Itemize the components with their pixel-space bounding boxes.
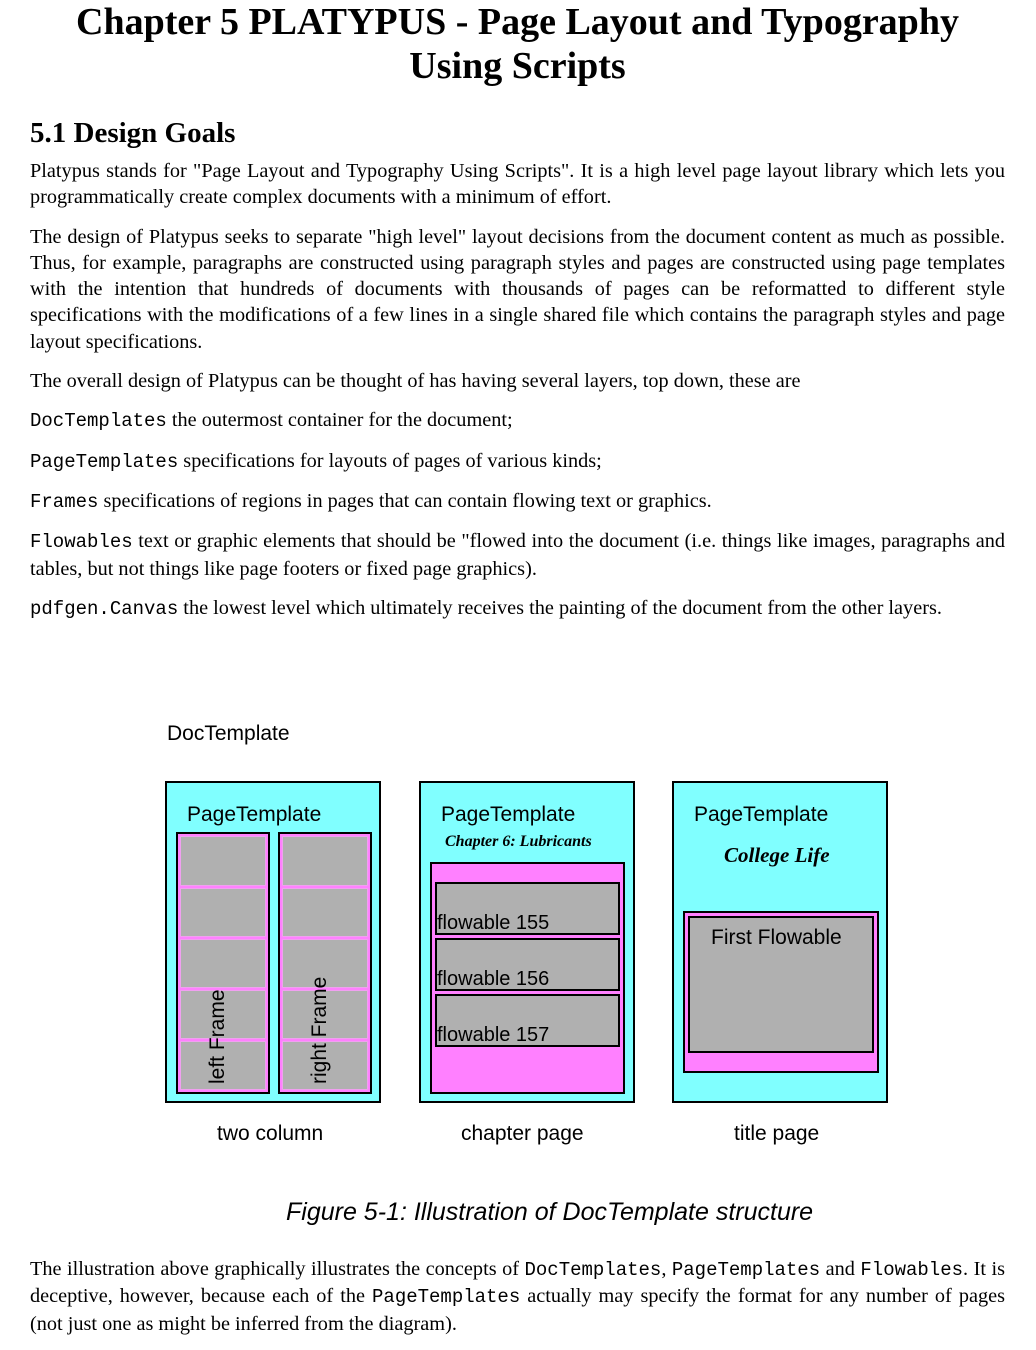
layer-item xyxy=(30,488,1005,515)
page-template-title xyxy=(672,781,888,1103)
page-template-two-column xyxy=(165,781,381,1103)
layer-desc: text or graphic elements that should be "flowed into the document (i.e. things like images, paragraphs and tables, but not things like page footers or fixed page graphics). xyxy=(30,530,1005,580)
code-term: DocTemplates xyxy=(524,1259,662,1281)
flowable-cell xyxy=(180,888,266,937)
flowable-box xyxy=(435,994,620,1047)
right-frame-label: right Frame xyxy=(308,976,331,1084)
layer-desc: specifications of regions in pages that can contain flowing text or graphics. xyxy=(98,489,712,512)
layer-item xyxy=(30,448,1005,475)
chapter-frame xyxy=(430,862,625,1094)
page-template-chapter xyxy=(419,781,635,1103)
title-frame xyxy=(683,911,879,1073)
closing-text: and xyxy=(820,1258,861,1280)
closing-paragraph-wrap xyxy=(30,1256,1005,1350)
caption-title-page: title page xyxy=(734,1122,820,1145)
flowable-box xyxy=(435,938,620,991)
caption-two-column: two column xyxy=(217,1122,324,1145)
title-heading: College Life xyxy=(724,843,830,867)
section-title: 5.1 Design Goals xyxy=(30,117,236,149)
flowable-cell xyxy=(180,836,266,886)
layer-term: Flowables xyxy=(30,531,133,554)
layer-item xyxy=(30,528,1005,582)
closing-text: , xyxy=(661,1258,672,1280)
page-template-label: PageTemplate xyxy=(441,803,576,826)
flowable-cell xyxy=(282,888,368,937)
layer-desc: specifications for layouts of pages of various kinds; xyxy=(178,449,602,472)
flowable-box xyxy=(435,882,620,935)
caption-chapter-page: chapter page xyxy=(461,1122,584,1145)
paragraph-layers-intro: The overall design of Platypus can be thought of has having several layers, top down, these are xyxy=(30,370,801,393)
doctemplate-label: DocTemplate xyxy=(167,722,290,745)
layer-item xyxy=(30,595,1005,622)
chapter-title: Chapter 5 PLATYPUS - Page Layout and Typography Using Scripts xyxy=(76,1,959,87)
closing-paragraph xyxy=(30,1256,1005,1337)
layer-term: PageTemplates xyxy=(30,450,179,473)
page-template-label: PageTemplate xyxy=(694,803,829,826)
flowable-cell xyxy=(282,836,368,886)
figure-caption: Figure 5-1: Illustration of DocTemplate structure xyxy=(286,1198,814,1226)
layer-term: pdfgen.Canvas xyxy=(30,597,179,620)
closing-text: actually may specify the format for any number of pages (not just one as might be inferred from the diagram). xyxy=(30,1285,1005,1335)
flowable-cell xyxy=(180,939,266,988)
paragraph-design: The design of Platypus seeks to separate "high level" layout decisions from the document content as much as possible. Thus, for example, paragraphs are constructed using paragraph styles and pages are constructed using page templates with the intention that hundreds of documents with thousands of pages can be reformatted to different style specifications with the modifications of a few lines in a single shared file which contains the paragraph styles and page layout specifications. xyxy=(30,225,1005,353)
closing-text: . It is deceptive, however, because each of the xyxy=(30,1258,1005,1308)
left-frame xyxy=(176,832,270,1094)
right-frame xyxy=(278,832,372,1094)
left-frame-label: left Frame xyxy=(206,989,229,1084)
code-term: Flowables xyxy=(860,1259,964,1281)
layer-desc: the lowest level which ultimately receives the painting of the document from the other layers. xyxy=(178,596,942,619)
flowable-label: flowable 155 xyxy=(437,912,550,934)
flowable-box xyxy=(688,916,874,1053)
layer-item xyxy=(30,407,1005,434)
document-page xyxy=(30,0,1005,635)
flowable-label: First Flowable xyxy=(711,926,842,949)
flowable-label: flowable 156 xyxy=(437,968,550,990)
layer-term: DocTemplates xyxy=(30,410,167,433)
chapter-heading: Chapter 6: Lubricants xyxy=(445,833,592,850)
code-term: PageTemplates xyxy=(372,1286,521,1309)
paragraph-intro: Platypus stands for "Page Layout and Typography Using Scripts". It is a high level page layout library which lets you programmatically create complex documents with a minimum of effort. xyxy=(30,160,1005,209)
layer-desc: the outermost container for the document; xyxy=(166,409,513,432)
layer-term: Frames xyxy=(30,490,99,513)
code-term: PageTemplates xyxy=(671,1259,821,1281)
flowable-label: flowable 157 xyxy=(437,1024,550,1046)
page-template-label: PageTemplate xyxy=(187,803,322,826)
closing-text: The illustration above graphically illustrates the concepts of xyxy=(30,1258,525,1280)
